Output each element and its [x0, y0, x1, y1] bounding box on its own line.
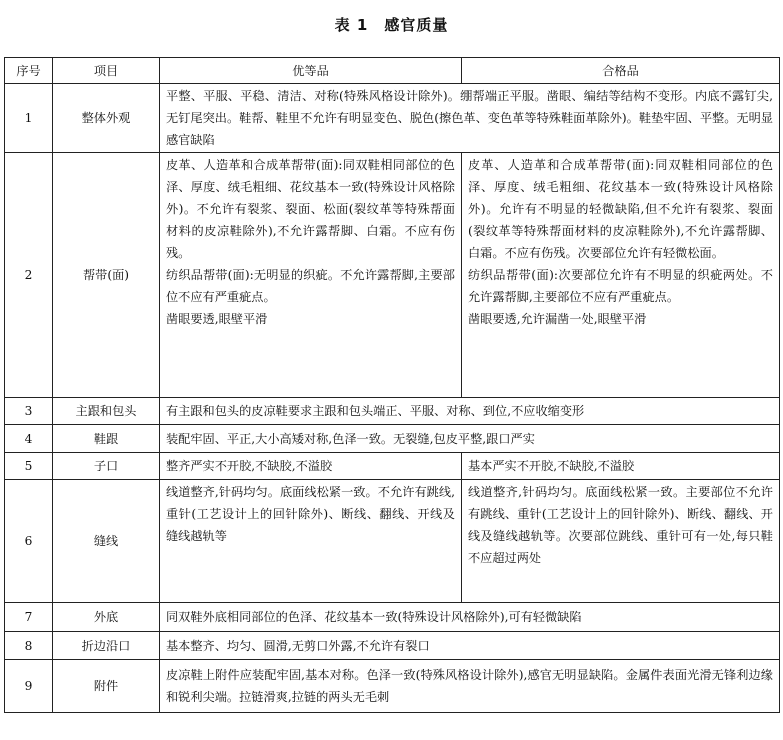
row-item: 缝线 [53, 480, 160, 603]
row-no: 1 [5, 84, 53, 153]
paragraph: 凿眼要透,眼壁平滑 [166, 312, 268, 326]
row-merged-text: 基本整齐、均匀、圆滑,无剪口外露,不允许有裂口 [160, 632, 780, 660]
row-no: 5 [5, 453, 53, 480]
row-merged-text: 皮凉鞋上附件应装配牢固,基本对称。色泽一致(特殊风格设计除外),感官无明显缺陷。金属件表面光滑无锋利边缘和锐利尖端。拉链滑爽,拉链的两头无毛刺 [160, 660, 780, 713]
paragraph: 皮革、人造革和合成革帮带(面):同双鞋相同部位的色泽、厚度、绒毛粗细、花纹基本一致(特殊设计风格除外)。允许有不明显的轻微缺陷,但不允许有裂浆、裂面(裂纹革等特殊帮面材料的皮凉鞋除外),不允许露帮脚、白霜。不应有伤残。次要部位允许有轻微松面。 [468, 158, 773, 260]
table-title: 表 1 感官质量 [334, 16, 449, 34]
row-no: 3 [5, 398, 53, 425]
row-item: 帮带(面) [53, 153, 160, 398]
header-qualified: 合格品 [462, 58, 780, 84]
row-item: 外底 [53, 603, 160, 632]
row-no: 6 [5, 480, 53, 603]
table-row [5, 153, 780, 398]
table-row [5, 453, 780, 480]
row-no: 4 [5, 425, 53, 453]
row-merged-text: 装配牢固、平正,大小高矮对称,色泽一致。无裂缝,包皮平整,跟口严实 [160, 425, 780, 453]
paragraph: 皮革、人造革和合成革帮带(面):同双鞋相同部位的色泽、厚度、绒毛粗细、花纹基本一致(特殊设计风格除外)。不允许有裂浆、裂面、松面(裂纹革等特殊帮面材料的皮凉鞋除外),不允许露帮脚、白霜。不应有伤残。 [166, 158, 455, 260]
row-item: 附件 [53, 660, 160, 713]
row-merged-text: 平整、平服、平稳、清洁、对称(特殊风格设计除外)。绷帮端正平服。凿眼、编结等结构不变形。内底不露钉尖,无钉尾突出。鞋帮、鞋里不允许有明显变色、脱色(擦色革、变色革等特殊鞋面革除外)。鞋垫牢固、平整。无明显感官缺陷 [160, 84, 780, 153]
header-no: 序号 [5, 58, 53, 84]
row-qualified-text: 基本严实不开胶,不缺胶,不溢胶 [462, 453, 780, 480]
row-superior-text: 线道整齐,针码均匀。底面线松紧一致。不允许有跳线,重针(工艺设计上的回针除外)、断线、翻线、开线及缝线越轨等 [160, 480, 462, 603]
header-row [5, 58, 780, 84]
header-item: 项目 [53, 58, 160, 84]
header-superior: 优等品 [160, 58, 462, 84]
row-no: 8 [5, 632, 53, 660]
table-row [5, 480, 780, 603]
table-row [5, 660, 780, 713]
table-row [5, 84, 780, 153]
row-superior-text: 整齐严实不开胶,不缺胶,不溢胶 [160, 453, 462, 480]
paragraph: 纺织品帮带(面):次要部位允许有不明显的织疵两处。不允许露帮脚,主要部位不应有严重疵点。 [468, 268, 773, 304]
row-item: 子口 [53, 453, 160, 480]
table-row [5, 603, 780, 632]
row-qualified-text [462, 153, 780, 398]
row-no: 2 [5, 153, 53, 398]
sensory-quality-table [4, 57, 780, 713]
table-row [5, 425, 780, 453]
table-row [5, 398, 780, 425]
paragraph: 纺织品帮带(面):无明显的织疵。不允许露帮脚,主要部位不应有严重疵点。 [166, 268, 455, 304]
row-item: 折边沿口 [53, 632, 160, 660]
row-merged-text: 同双鞋外底相同部位的色泽、花纹基本一致(特殊设计风格除外),可有轻微缺陷 [160, 603, 780, 632]
row-item: 鞋跟 [53, 425, 160, 453]
row-no: 9 [5, 660, 53, 713]
row-item: 主跟和包头 [53, 398, 160, 425]
row-merged-text: 有主跟和包头的皮凉鞋要求主跟和包头端正、平服、对称、到位,不应收缩变形 [160, 398, 780, 425]
row-superior-text [160, 153, 462, 398]
table-row [5, 632, 780, 660]
row-no: 7 [5, 603, 53, 632]
row-qualified-text: 线道整齐,针码均匀。底面线松紧一致。主要部位不允许有跳线、重针(工艺设计上的回针除外)、断线、翻线、开线及缝线越轨等。次要部位跳线、重针可有一处,每只鞋不应超过两处 [462, 480, 780, 603]
paragraph: 凿眼要透,允许漏凿一处,眼壁平滑 [468, 312, 647, 326]
row-item: 整体外观 [53, 84, 160, 153]
